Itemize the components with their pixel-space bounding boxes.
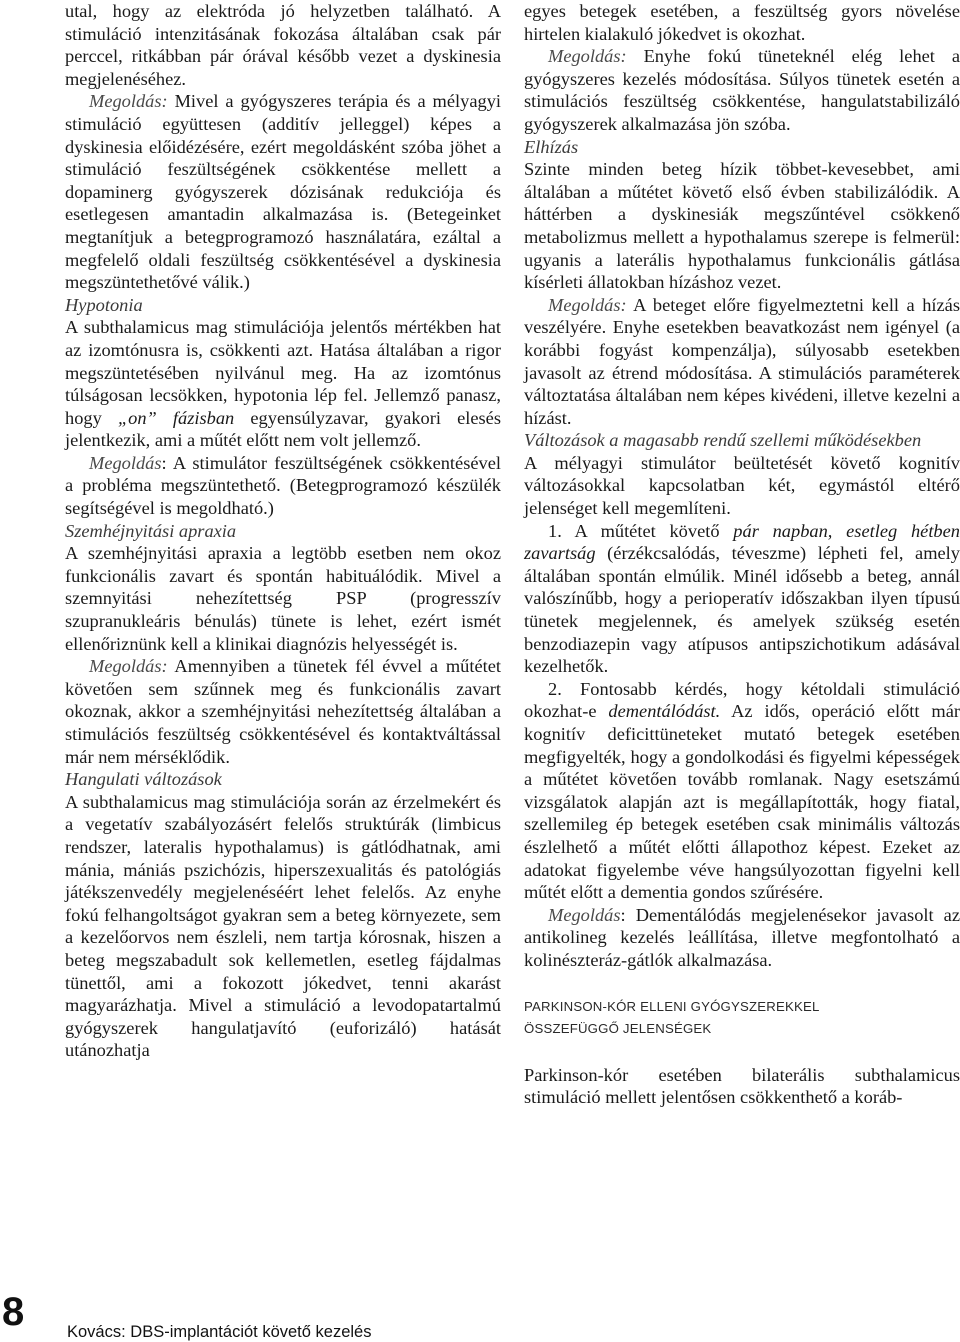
paragraph-text: A subthalamicus mag stimulációja jelentős mértékben hat az izomtónusra is, csökkenti azt. Hatása általában a rigor megszüntetésében nyilvánul meg. Ha az izomtónus túlságosan lecsökken, hypotonia lép fel. Jellemző panasz, hogy [65,317,501,428]
section-heading-mood-changes: Hangulati változások [65,769,222,790]
paragraph [524,678,960,904]
paragraph: egyes betegek esetében, a feszültség gyors növelése hirtelen kialakuló jókedvet is okozhat. [524,1,960,44]
paragraph: A mélyagyi stimulátor beültetését követő kognitív változásokkal kapcsolatban két, egymástól eltérő jelenséget kell megemlíteni. [524,452,960,519]
paragraph-text: Enyhe fokú tüneteknél elég lehet a gyógyszeres kezelés módosítása. Súlyos tünetek esetén a stimulációs feszültség csökkentése, hangulatstabilizáló gyógyszerek alkalmazása jön szóba. [524,46,960,134]
paragraph-text: (érzékcsalódás, téveszme) lépheti fel, amely általában spontán elmúlik. Minél idősebb a beteg, annál valószínűbb, hogy a perioperatív időszakban ilyen típusú tünetek megjelennek, és amelyek szükség esetén benzodiazepin vagy atípusos antipszichotikum adásával kezelhetők. [524,543,960,677]
solution-label: Megoldás [548,904,621,925]
paragraph [524,520,960,678]
paragraph-text: Mivel a gyógyszeres terápia és a mélyagyi stimuláció együttesen (additív jelleggel) képes a dyskinesia előidézésére, ezért megoldásként szóba jöhet a stimuláció feszültségének csökkentése mellett a dopaminerg gyógyszerek dózisának redukciója és esetlegesen amantadin alkalmazása is. (Betegeinket megtanítjuk a betegprogramozó használatára, ezáltal a megfelelő oldali feszültség csökkentésével a dyskinesia megszüntethetővé válik.) [65,91,501,293]
paragraph: A subthalamicus mag stimulációja során az érzelmekért és a vegetatív szabályozásért felelős struktúrák (limbicus rendszer, lateralis hypothalamus) is gátlódhatnak, ami mánia, mániás pszichózis, hiperszexualitás és patológiás játékszenvedély megjelenéséért lehet felelős. Az enyhe fokú felhangoltságot gyakran sem a beteg környezete, sem a kezelőorvos nem észleli, nem tartja kórosnak, hiszen a beteg megszabadult sok kellemetlen, esetleg fájdalmas tünettől, ami a fokozott jókedvet, tenni akarást magyarázhatja. Mivel a stimuláció a levodopatartalmú gyógyszerek hangulatjavító (euforizáló) hatását utánozhatja [65,791,501,1061]
paragraph-text: A beteget előre figyelmeztetni kell a hízás veszélyére. Enyhe esetekben beavatkozást nem igényel (a korábbi fogyást kompenzálja), súlyosabb esetekben javasolt az étrend módosítása. A stimulációs paraméterek változtatása általában nem képes kivédeni, illetve kezelni a hízást. [524,294,960,428]
paragraph: A szemhéjnyitási apraxia a legtöbb esetben nem okoz funkcionális zavart és spontán habituálódik. Mivel a szemnyitási nehezítettség PSP (progresszív szupranukleáris bénulás) tünete is lehet, ezért ismét ellenőriznünk kell a klinikai diagnózis helyességét is. [65,543,501,654]
page-number: 8 [2,1290,25,1334]
paragraph-text: Amennyiben a tünetek fél évvel a műtétet követően sem szűnnek meg és funkcionális zavart okoznak, akkor a szemhéjnyitási nehezítettség általában a stimulációs feszültség csökkentésével és kontaktváltással már nem mérséklődik. [65,656,501,767]
paragraph-text: : A stimulátor feszültségének csökkentésével a probléma megszüntethető. (Betegprogramozó készülék segítségével is megoldható.) [65,452,501,519]
solution-label: Megoldás: [548,294,627,315]
solution-label: Megoldás: [89,656,168,677]
paragraph-text: : Dementálódás megjelenésekor javasolt az antikolineg kezelés leállítása, illetve megfontolható a kolinészteráz-gátlók alkalmazása. [524,904,960,970]
caps-heading-line: ÖSSZEFÜGGŐ JELENSÉGEK [524,1021,712,1037]
section-heading-eyelid-apraxia: Szemhéjnyitási apraxia [65,520,237,541]
solution-label: Megoldás [89,452,162,473]
paragraph-text: Az idős, operáció előtt már kognitív deficittüneteket mutató betegek esetében megfigyelték, hogy a gondolkodási és figyelmi képességek a műtétet követően tovább romlanak. Nagy esetszámú vizsgálatok alapján azt is megállapították, hogy fiatal, szellemileg ép betegek esetében csak minimális változás észlelhető a műtét előtti állapothoz képest. Ezeket az adatokat figyelembe véve hangsúlyozottan figyelni kell műtét előtt a dementia gondos szűrésére. [524,701,960,903]
section-heading-cognitive-changes: Változások a magasabb rendű szellemi működésekben [524,430,922,451]
solution-paragraph [65,655,501,768]
emphasis-confusion: pár napban, esetleg hétben zavartság [524,520,960,564]
emphasis-on-phase: „on” fázisban [117,407,235,428]
solution-paragraph [524,294,960,430]
paragraph: Parkinson-kór esetében bilaterális subthalamicus stimuláció mellett jelentősen csökkenthető a koráb- [524,1064,960,1108]
solution-paragraph [524,904,960,972]
paragraph-text: egyensúlyzavar, gyakori elesés jelentkezik, ami a műtét előtt nem volt jellemző. [65,407,501,451]
paragraph [65,316,501,452]
solution-paragraph [65,452,501,520]
paragraph-text: 2. Fontosabb kérdés, hogy kétoldali stimuláció okozhat-e [524,678,960,722]
section-heading-obesity: Elhízás [524,136,579,157]
running-title: Kovács: DBS-implantációt követő kezelés [67,1323,372,1341]
solution-paragraph [65,90,501,293]
paragraph: Szinte minden beteg hízik többet-kevesebbet, ami általában a műtétet követő első évben stabilizálódik. A háttérben a dyskinesiák megszűntével csökkenő metabolizmus mellett a hypothalamus szerepe is felmerül: ugyanis a laterális hypothalamus funkcionális gátlása kísérleti állatokban hízáshoz vezet. [524,159,960,293]
paragraph-text: 1. A műtétet követő [548,520,734,541]
right-column [524,0,960,1109]
caps-heading-line: PARKINSON-KÓR ELLENI GYÓGYSZEREKKEL [524,998,820,1014]
section-heading-hypotonia: Hypotonia [65,294,143,315]
paragraph: utal, hogy az elektróda jó helyzetben található. A stimuláció intenzitásának fokozása általában csak pár perccel, ritkábban pár órával később vezet a dyskinesia megjelenéséhez. [65,1,501,89]
solution-label: Megoldás: [548,46,627,67]
section-heading-parkinson-drugs [524,996,960,1041]
left-column [65,0,501,1062]
solution-label: Megoldás: [89,91,168,112]
emphasis-dementia: dementálódást. [608,701,721,722]
solution-paragraph [524,45,960,135]
